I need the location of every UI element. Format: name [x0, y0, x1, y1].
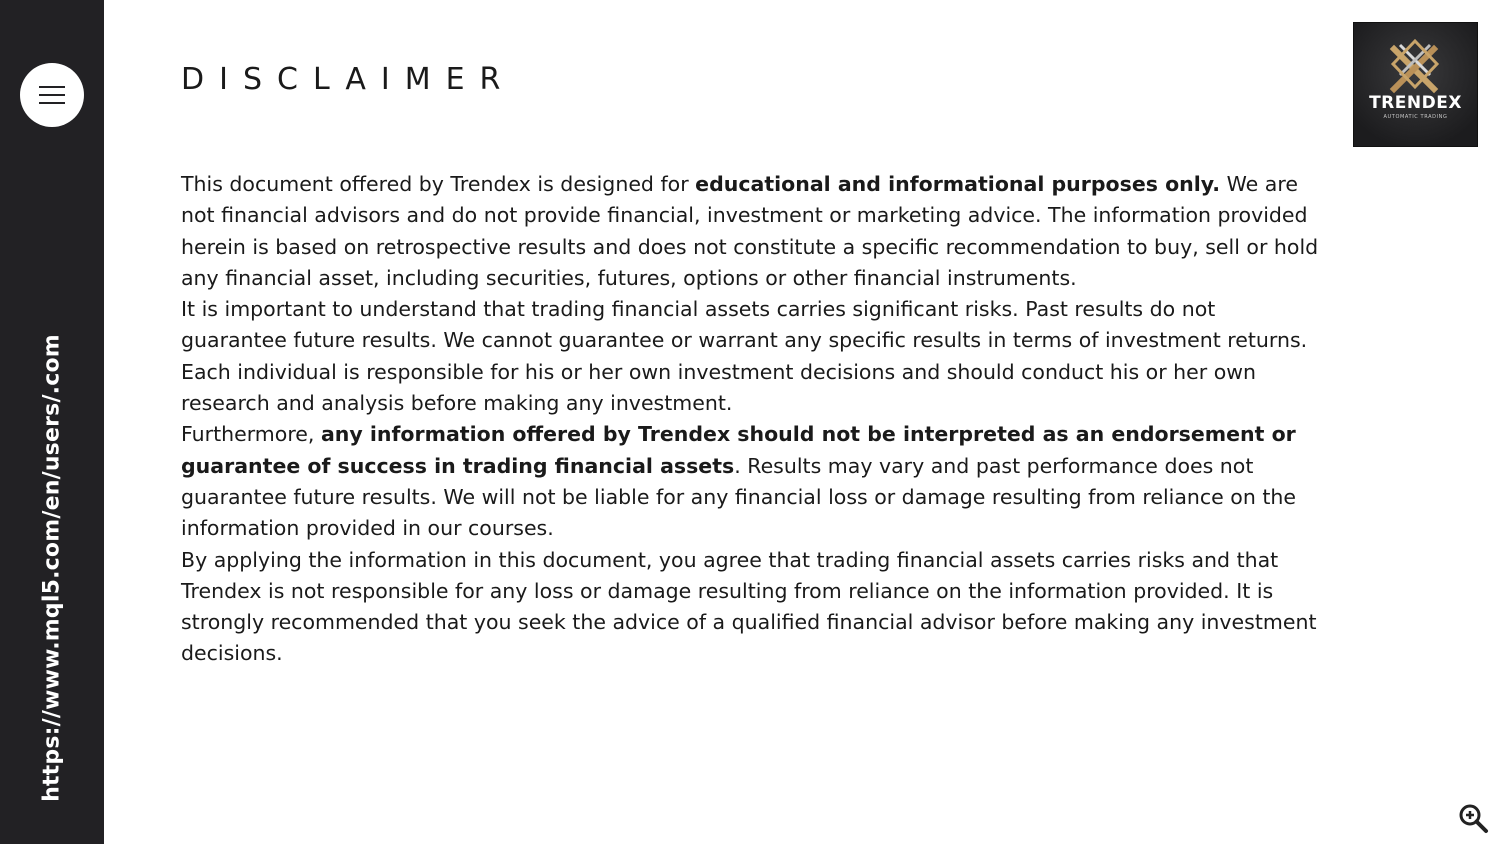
trendex-logo	[1354, 23, 1477, 146]
menu-button[interactable]	[20, 63, 84, 127]
paragraph-1: This document offered by Trendex is designed for educational and informational purposes only. We are not financial advisors and do not provide financial, investment or marketing advice. The information provided herein is based on retrospective results and does not constitute a specific recommendation to buy, sell or hold any financial asset, including securities, futures, options or other financial instruments.	[181, 172, 1319, 290]
logo-name: TRENDEX	[1369, 93, 1462, 113]
paragraph-2: It is important to understand that trading financial assets carries significant risks. Past results do not guarantee future results. We cannot guarantee or warrant any specific results in terms of investment returns. Each individual is responsible for his or her own investment decisions and should conduct his or her own research and analysis before making any investment.	[181, 297, 1308, 416]
disclaimer-text	[181, 169, 1321, 670]
page-title: DISCLAIMER	[181, 62, 516, 97]
paragraph-4: By applying the information in this document, you agree that trading financial assets carries risks and that Trendex is not responsible for any loss or damage resulting from reliance on the information provided. It is strongly recommended that you seek the advice of a qualified financial advisor before making any investment decisions.	[181, 547, 1317, 666]
sidebar-url-link[interactable]: https://www.mql5.com/en/users/.com	[39, 334, 65, 802]
logo-tagline: AUTOMATIC TRADING	[1383, 114, 1448, 120]
zoom-in-icon[interactable]	[1457, 802, 1489, 834]
sidebar	[0, 0, 104, 844]
paragraph-3: Furthermore, any information offered by Trendex should not be interpreted as an endorsement or guarantee of success in trading financial assets. Results may vary and past performance does not guarantee future results. We will not be liable for any financial loss or damage resulting from reliance on the information provided in our courses.	[181, 422, 1296, 541]
trendex-logo-mark	[1354, 23, 1477, 146]
